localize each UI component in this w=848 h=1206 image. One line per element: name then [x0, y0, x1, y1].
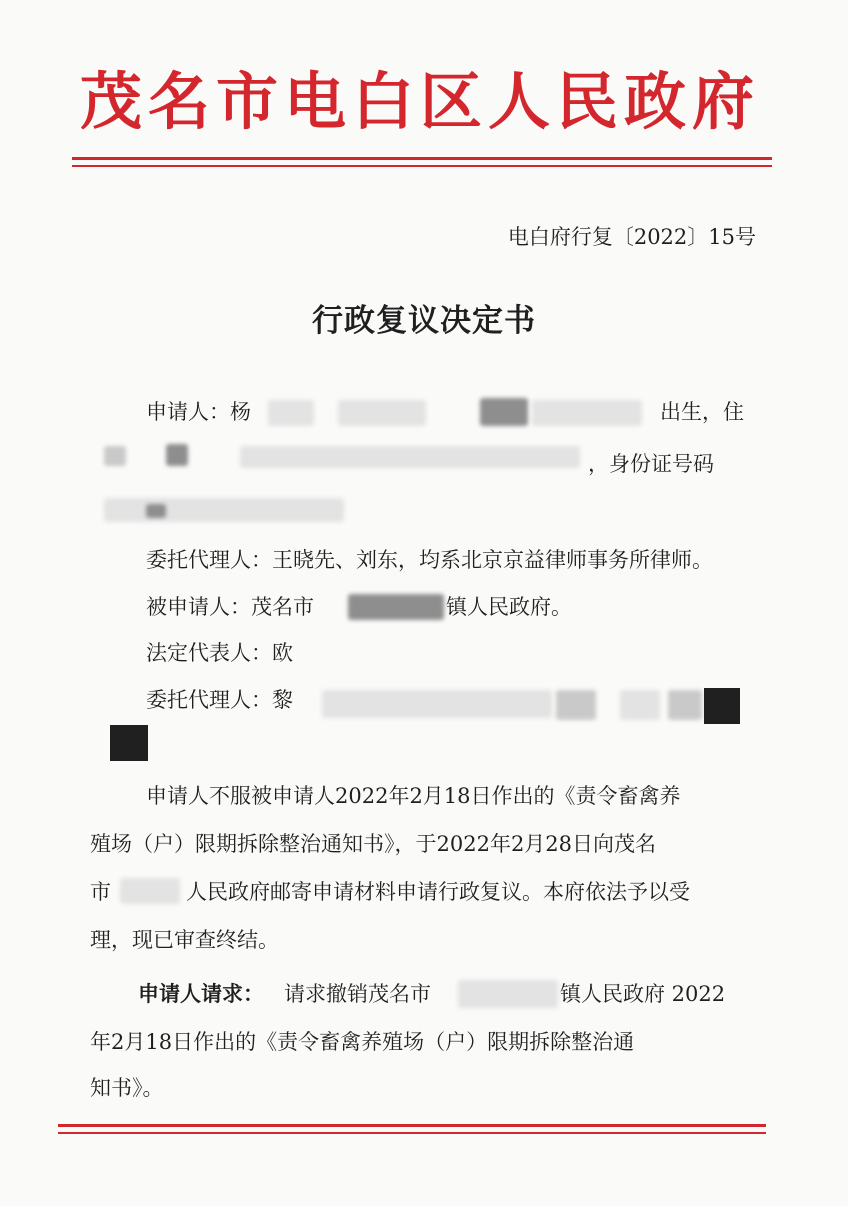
agency-masthead: 茂名市电白区人民政府 — [79, 65, 760, 138]
redaction — [532, 400, 642, 426]
red-rule-top-thin — [72, 165, 772, 167]
applicant-id-text: ，身份证号码 — [588, 452, 714, 476]
red-rule-top-thick — [72, 157, 772, 160]
applicant-born-text: 出生，住 — [660, 400, 744, 424]
redaction — [322, 690, 552, 718]
redaction — [556, 690, 596, 720]
respondent-agent-line: 委托代理人：黎 — [146, 688, 293, 712]
redaction — [338, 400, 426, 426]
redaction — [348, 594, 444, 620]
redaction — [240, 446, 580, 468]
respondent-suffix: 镇人民政府。 — [446, 595, 572, 619]
respondent-line: 被申请人：茂名市 — [146, 595, 314, 619]
redaction — [110, 725, 148, 761]
redaction — [458, 980, 558, 1008]
redaction — [668, 690, 702, 720]
paragraph-line: 申请人不服被申请人2022年2月18日作出的《责令畜禽养 — [146, 784, 681, 808]
legal-representative-line: 法定代表人：欧 — [146, 641, 293, 665]
redaction — [268, 400, 314, 426]
redaction — [146, 504, 166, 518]
request-line: 镇人民政府 2022 — [560, 982, 726, 1006]
paragraph-line: 人民政府邮寄申请材料申请行政复议。本府依法予以受 — [186, 880, 690, 904]
request-label: 申请人请求： — [138, 981, 264, 1006]
redaction — [480, 398, 528, 426]
request-line: 请求撤销茂名市 — [284, 982, 431, 1006]
applicant-agent-line: 委托代理人：王晓先、刘东，均系北京京益律师事务所律师。 — [146, 548, 713, 572]
paragraph-line: 殖场（户）限期拆除整治通知书》，于2022年2月28日向茂名 — [90, 832, 657, 856]
request-line: 年2月18日作出的《责令畜禽养殖场（户）限期拆除整治通 — [90, 1030, 635, 1054]
redaction — [120, 878, 180, 904]
redaction — [704, 688, 740, 724]
redaction — [620, 690, 660, 720]
document-number: 电白府行复〔2022〕15号 — [507, 225, 756, 249]
red-rule-bottom-thick — [58, 1124, 766, 1127]
redaction — [104, 446, 126, 466]
redaction — [166, 444, 188, 466]
applicant-line: 申请人：杨 — [146, 400, 251, 424]
paragraph-line: 市 — [90, 880, 111, 904]
red-rule-bottom-thin — [58, 1132, 766, 1134]
redaction — [104, 498, 344, 522]
request-line: 知书》。 — [90, 1076, 164, 1100]
paragraph-line: 理，现已审查终结。 — [90, 928, 279, 952]
document-title: 行政复议决定书 — [312, 303, 536, 339]
